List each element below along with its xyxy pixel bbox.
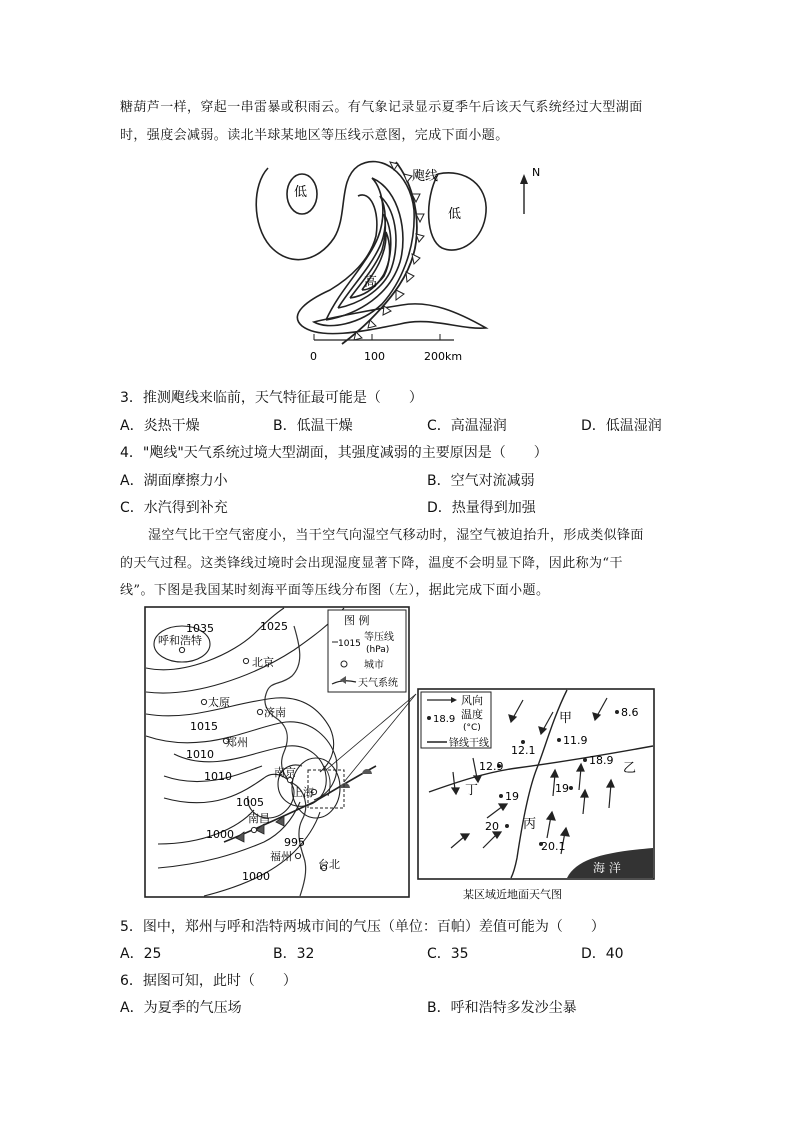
- isobar-1000b: 1000: [242, 870, 270, 883]
- q5-option-c: C．35: [427, 946, 469, 962]
- q4-option-c: C．水汽得到补充: [120, 500, 228, 516]
- legend-isobar-unit: (hPa): [366, 645, 390, 655]
- city-nanchang: 南昌: [248, 812, 270, 825]
- legend-temp: 温度: [461, 708, 483, 721]
- isobar-1000a: 1000: [206, 828, 234, 841]
- north-label: N: [532, 166, 541, 179]
- q4-stem: 4．"飑线"天气系统过境大型湖面，其强度减弱的主要原因是（ ）: [120, 445, 548, 461]
- isobar-995: 995: [284, 836, 305, 849]
- q4-option-a: A．湖面摩擦力小: [120, 473, 228, 489]
- intro-line-2: 时，强度会减弱。读北半球某地区等压线示意图，完成下面小题。: [120, 128, 509, 143]
- temp-20-1: 20.1: [541, 840, 566, 853]
- city-taiyuan: 太原: [208, 696, 230, 709]
- city-jinan: 济南: [264, 706, 286, 719]
- city-fuzhou: 福州: [270, 850, 292, 863]
- fig3-caption: 某区域近地面天气图: [463, 888, 562, 901]
- label-jia: 甲: [559, 711, 573, 726]
- city-beijing: 北京: [252, 656, 274, 669]
- label-yi: 乙: [623, 761, 637, 776]
- q3-option-d: D．低温湿润: [581, 418, 662, 434]
- squall-line-isobar-map: [230, 150, 541, 368]
- temp-19-a: 19: [505, 790, 519, 803]
- china-isobar-map: [144, 606, 410, 898]
- q3-option-b: B．低温干燥: [273, 418, 353, 434]
- isobar-1005: 1005: [236, 796, 264, 809]
- isobar-1015: 1015: [190, 720, 218, 733]
- q4-option-b: B．空气对流减弱: [427, 473, 535, 489]
- isobar-1010b: 1010: [204, 770, 232, 783]
- scale-0: 0: [310, 350, 317, 363]
- q3-stem: 3．推测飑线来临前，天气特征最可能是（ ）: [120, 390, 423, 406]
- city-nanjing: 南京: [274, 766, 296, 779]
- temp-20: 20: [485, 820, 499, 833]
- intro-line-1: 糖葫芦一样，穿起一串雷暴或积雨云。有气象记录显示夏季午后该天气系统经过大型湖面: [120, 100, 643, 115]
- legend-title: 图 例: [344, 614, 370, 627]
- legend-temp-unit: (°C): [463, 723, 481, 733]
- legend-temp-val: 18.9: [433, 714, 456, 725]
- label-ding: 丁: [465, 783, 479, 798]
- city-taibei: 台北: [318, 858, 340, 871]
- q5-option-d: D．40: [581, 946, 624, 962]
- intro2-line-3: 线”。下图是我国某时刻海平面等压线分布图（左），据此完成下面小题。: [120, 583, 550, 598]
- legend-city: 城市: [364, 660, 384, 671]
- q6-stem: 6．据图可知，此时（ ）: [120, 973, 297, 989]
- legend-front: 锋线干线: [449, 738, 489, 749]
- legend-isobar: 等压线: [364, 632, 394, 643]
- legend-temp-dot-icon: [427, 716, 431, 720]
- legend-city-icon: [341, 661, 347, 667]
- city-shanghai: 上海: [292, 786, 314, 799]
- q5-stem: 5．图中，郑州与呼和浩特两城市间的气压（单位：百帕）差值可能为（ ）: [120, 919, 605, 935]
- q3-option-c: C．高温湿润: [427, 418, 507, 434]
- legend-wind: 风向: [461, 694, 483, 707]
- temp-11-9: 11.9: [563, 734, 588, 747]
- sea-label: 海 洋: [593, 861, 621, 875]
- squall-label: 飑线: [412, 169, 439, 184]
- q3-option-a: A．炎热干燥: [120, 418, 200, 434]
- legend-isobar-value: 1015: [338, 639, 361, 649]
- temp-19-b: 19: [555, 782, 569, 795]
- q5-option-b: B．32: [273, 946, 315, 962]
- isobar-1025: 1025: [260, 620, 288, 633]
- q4-option-d: D．热量得到加强: [427, 500, 536, 516]
- isobar-1035: 1035: [186, 622, 214, 635]
- high-label: 高: [364, 275, 378, 290]
- q5-option-a: A．25: [120, 946, 162, 962]
- low-label-left: 低: [294, 185, 308, 200]
- scale-100: 100: [364, 350, 385, 363]
- city-zhengzhou: 郑州: [226, 736, 248, 749]
- scale-200: 200km: [424, 350, 463, 363]
- scale-bar: [314, 334, 454, 340]
- city-huhehaote: 呼和浩特: [158, 634, 202, 647]
- isobar-1010a: 1010: [186, 748, 214, 761]
- temp-12-1: 12.1: [511, 744, 536, 757]
- temp-18-9: 18.9: [589, 754, 614, 767]
- label-bing: 丙: [523, 817, 537, 832]
- intro2-line-1: 湿空气比干空气密度小，当干空气向湿空气移动时，湿空气被迫抬升，形成类似锋面: [148, 528, 644, 543]
- q6-option-b: B．呼和浩特多发沙尘暴: [427, 1000, 577, 1016]
- intro2-line-2: 的天气过程。这类锋线过境时会出现湿度显著下降，温度不会明显下降，因此称为“干: [120, 556, 623, 571]
- temp-8-6: 8.6: [621, 706, 639, 719]
- legend-system: 天气系统: [358, 678, 398, 689]
- regional-weather-map: [417, 688, 657, 902]
- low-label-right: 低: [448, 207, 462, 222]
- temp-12-9: 12.9: [479, 760, 504, 773]
- q6-option-a: A．为夏季的气压场: [120, 1000, 242, 1016]
